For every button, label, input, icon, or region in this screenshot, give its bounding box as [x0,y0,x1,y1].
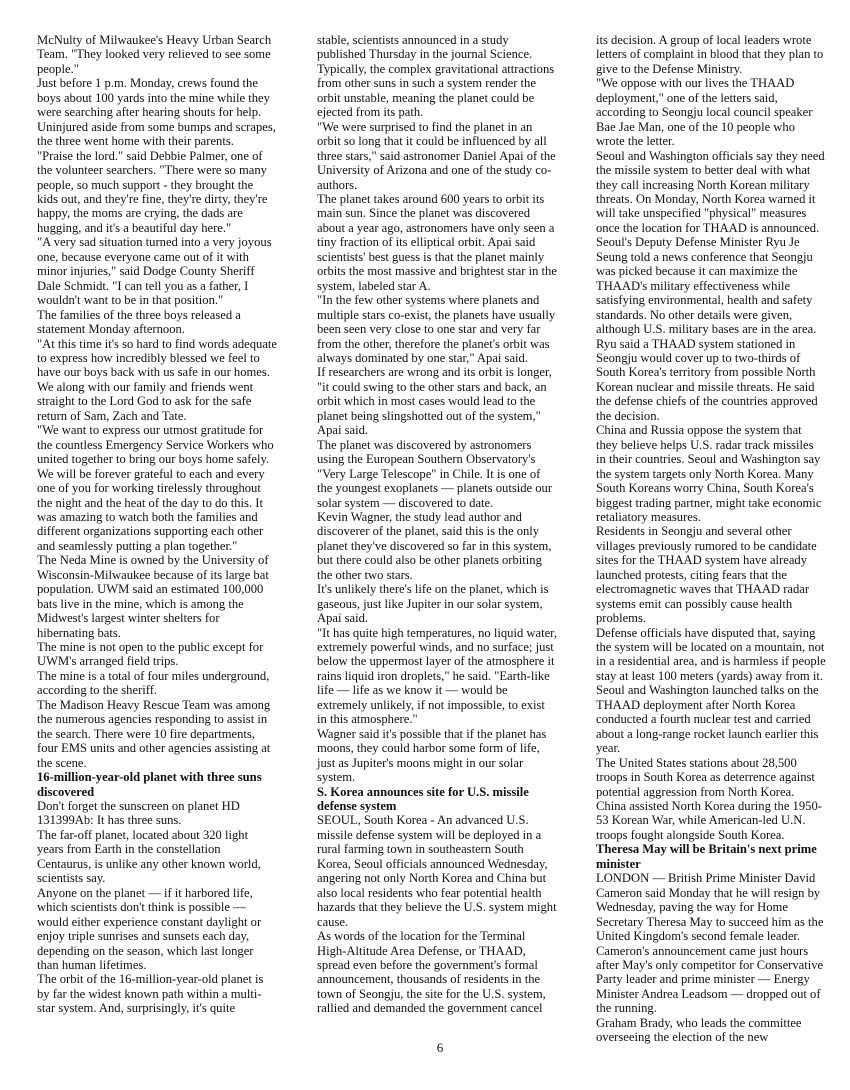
article-paragraph: The mine is a total of four miles underground, according to the sheriff. [37,668,270,698]
article-paragraph: The Madison Heavy Rescue Team was among the numerous agencies responding to assist in the search. There were 10 fire departments, four EMS units and other agencies assisting at the scene. [37,697,271,770]
article-paragraph: "Praise the lord." said Debbie Palmer, one of the volunteer searchers. "There were so many people, so much support - they brought the kids out, and they're fine, they're dirty, they're happy, the moms are crying, the dads are hugging, and it's a beautiful day here." [37,148,268,235]
article-paragraph: "It has quite high temperatures, no liquid water, extremely powerful winds, and no surface; just below the uppermost layer of the atmosphere it rains liquid iron droplets," he said. "Earth-like life — life as we know it — would be extremely unlikely, if not impossible, to exist in this atmosphere." [317,625,558,727]
article-paragraph: "In the few other systems where planets and multiple stars co-exist, the planets have usually been seen very close to one star and very far from the other, therefore the planet's orbit was always dominated by one star," Apai said. [317,293,556,365]
article-paragraph: Defense officials have disputed that, saying the system will be located on a mountain, not in a residential area, and is harmless if people stay at least 100 meters (yards) away from it. [596,625,826,683]
article-paragraph: Kevin Wagner, the study lead author and discoverer of the planet, said this is the only planet they've discovered so far in this system, but there could also be other planets orbiting the other two stars. [317,509,552,582]
article-paragraph: The planet was discovered by astronomers using the European Southern Observatory's "Very Large Telescope" in Chile. It is one of the youngest exoplanets — planets outside our solar system — discovered to date. [317,437,553,510]
article-paragraph: Don't forget the sunscreen on planet HD 131399Ab: It has three suns. [37,799,240,828]
column-1 [37,33,277,1016]
column-3 [596,33,826,1045]
article-paragraph: It's unlikely there's life on the planet, which is gaseous, just like Jupiter in our solar system, Apai said. [317,582,549,626]
article-paragraph: SEOUL, South Korea - An advanced U.S. missile defense system will be deployed in a rural farming town in southeastern South Korea, Seoul officials announced Wednesday, angering not only North Korea and China but also local residents who fear potential health hazards that they believe the U.S. system might cause. [317,813,557,929]
article-paragraph: Graham Brady, who leads the committee overseeing the election of the new [596,1015,802,1045]
article-paragraph: Seoul and Washington officials say they need the missile system to better deal with what they call increasing North Korean military threats. On Monday, North Korea warned it will take unspecified "physical" measures once the location for THAAD is announced. [596,148,825,235]
article-paragraph: "At this time it's so hard to find words adequate to express how incredibly blessed we feel to have our boys back with us safe in our homes. We along with our family and friends went straight to the Lord God to ask for the safe return of Sam, Zach and Tate. [37,336,278,423]
article-paragraph: "We were surprised to find the planet in an orbit so long that it could be influenced by all three stars," said astronomer Daniel Apai of the University of Arizona and one of the study co-authors. [317,119,556,192]
article-paragraph: Cameron's announcement came just hours after May's only competitor for Conservative Party leader and prime minister — Energy Minister Andrea Leadsom — dropped out of the running. [596,943,824,1016]
article-paragraph: The United States stations about 28,500 troops in South Korea as deterrence against potential aggression from North Korea. China assisted North Korea during the 1950-53 Korean War, while American-led U.N. troops fought alongside South Korea. [596,755,822,842]
article-headline: Theresa May will be Britain's next prime minister [596,842,817,871]
column-2 [317,33,557,1016]
article-paragraph: Residents in Seongju and several other villages previously rumored to be candidate sites for the THAAD system have already launched protests, citing fears that the electromagnetic waves that THAAD radar systems emit can possibly cause health problems. [596,524,817,626]
article-paragraph: Seoul and Washington launched talks on the THAAD deployment after North Korea conducted a fourth nuclear test and carried about a long-range rocket launch earlier this year. [596,683,819,756]
article-paragraph: "We want to express our utmost gratitude for the countless Emergency Service Workers who united together to bring our boys home safely. We will be forever grateful to each and every one of you for working tirelessly throughout the night and the heat of the day to do this. It was amazing to watch both the families and different organizations supporting each other and seamlessly putting a plan together." [37,423,274,553]
article-paragraph: The planet takes around 600 years to orbit its main sun. Since the planet was discovered about a year ago, astronomers have only seen a tiny fraction of its elliptical orbit. Apai said scientists' best guess is that the planet mainly orbits the most massive and brightest star in the system, labeled star A. [317,191,557,293]
article-paragraph: The mine is not open to the public except for UWM's arranged field trips. [37,640,264,669]
article-paragraph: Wagner said it's possible that if the planet has moons, they could harbor some form of life, just as Jupiter's moons might in our solar system. [317,726,547,785]
article-paragraph: LONDON — British Prime Minister David Cameron said Monday that he will resign by Wednesday, paving the way for Home Secretary Theresa May to succeed him as the United Kingdom's second female leader. [596,871,824,944]
article-headline: S. Korea announces site for U.S. missile defense system [317,784,529,814]
article-paragraph: As words of the location for the Terminal High-Altitude Area Defense, or THAAD, spread even before the government's formal announcement, thousands of residents in the town of Seongju, the site for the U.S. system, rallied and demanded the government cancel [317,929,546,1016]
article-paragraph: Ryu said a THAAD system stationed in Seongju would cover up to two-thirds of South Korea's territory from possible North Korean nuclear and missile threats. He said the defense chiefs of the countries approved the decision. [596,336,818,423]
article-paragraph: The far-off planet, located about 320 light years from Earth in the constellation Centaurus, is unlike any other known world, scientists say. [37,827,261,886]
article-paragraph: The families of the three boys released a statement Monday afternoon. [37,307,241,337]
article-paragraph: Just before 1 p.m. Monday, crews found the boys about 100 yards into the mine while they were searching after hearing shouts for help. Uninjured aside from some bumps and scrapes, the three went home with their parents. [37,76,276,149]
article-paragraph: its decision. A group of local leaders wrote letters of complaint in blood that they plan to give to the Defense Ministry. [596,33,824,76]
article-paragraph: If researchers are wrong and its orbit is longer, "it could swing to the other stars and back, an orbit which in most cases would lead to the planet being slingshotted out of the system," Apai said. [317,365,552,438]
article-paragraph: McNulty of Milwaukee's Heavy Urban Search Team. "They looked very relieved to see some people." [37,33,272,76]
article-paragraph: Anyone on the planet — if it harbored life, which scientists don't think is possible — would either experience constant daylight or enjoy triple sunrises and sunsets each day, depending on the season, which last longer than human lifetimes. [37,885,262,972]
article-paragraph: China and Russia oppose the system that they believe helps U.S. radar track missiles in their countries. Seoul and Washington say the system targets only North Korea. Many South Koreans worry China, South Korea's biggest trading partner, might take economic retaliatory measures. [596,423,822,524]
article-paragraph: stable, scientists announced in a study published Thursday in the journal Science. Typically, the complex gravitational attractions from other suns in such a system render the orbit unstable, meaning the planet could be ejected from its path. [317,33,555,120]
page-number: 6 [436,1040,444,1055]
article-paragraph: The Neda Mine is owned by the University of Wisconsin-Milwaukee because of its large bat population. UWM said an estimated 100,000 bats live in the mine, which is among the Midwest's largest winter shelters for hibernating bats. [37,553,269,640]
article-paragraph: "We oppose with our lives the THAAD deployment," one of the letters said, according to Seongju local council speaker Bae Jae Man, one of the 10 people who wrote the letter. [596,76,813,149]
article-headline: 16-million-year-old planet with three suns discovered [37,770,262,799]
article-paragraph: "A very sad situation turned into a very joyous one, because everyone came out of it with minor injuries," said Dodge County Sheriff Dale Schmidt. "I can tell you as a father, I wouldn't want to be in that position." [37,235,272,308]
article-paragraph: Seoul's Deputy Defense Minister Ryu Je Seung told a news conference that Seongju was picked because it can maximize the THAAD's military effectiveness while satisfying environmental, health and safety standards. No other details were given, although U.S. military bases are in the area. [596,235,817,337]
article-paragraph: The orbit of the 16-million-year-old planet is by far the widest known path within a multi-star system. And, surprisingly, it's quite [37,972,264,1016]
